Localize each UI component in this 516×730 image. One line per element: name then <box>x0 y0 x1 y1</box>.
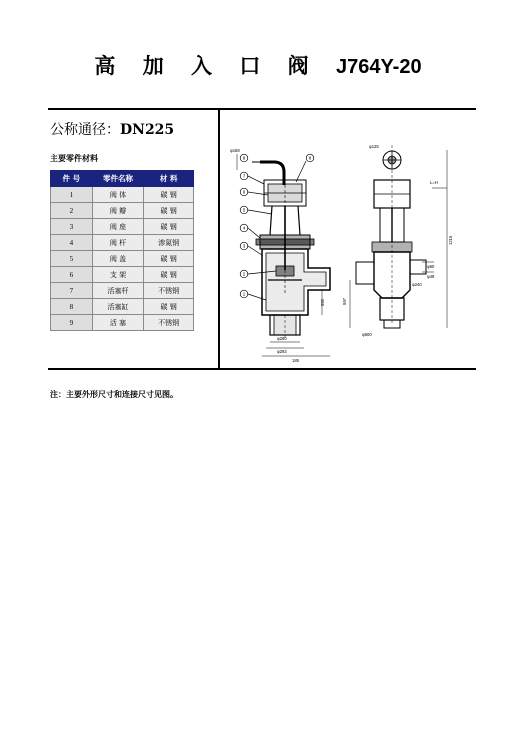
part-name: 支 架 <box>92 267 144 283</box>
part-no: 6 <box>51 267 93 283</box>
part-no: 2 <box>51 203 93 219</box>
dim-phi168: φ168 <box>230 148 240 153</box>
table-row <box>51 267 194 283</box>
callout-7: 7 <box>242 173 246 179</box>
dim-185: 185 <box>292 358 299 363</box>
part-name: 阀 体 <box>92 187 144 203</box>
table-row <box>51 187 194 203</box>
part-no: 7 <box>51 283 93 299</box>
dim-phi48: φ48 <box>427 274 435 279</box>
part-material: 渗氮钢 <box>144 235 194 251</box>
part-material: 碳 钢 <box>144 251 194 267</box>
part-name: 阀 座 <box>92 219 144 235</box>
parts-heading: 主要零件材料 <box>50 154 98 163</box>
header-material: 材 料 <box>144 171 194 187</box>
table-row <box>51 251 194 267</box>
callout-3: 3 <box>242 243 246 249</box>
bottom-rule <box>48 368 476 370</box>
callout-2: 2 <box>242 271 246 277</box>
column-divider <box>218 110 220 368</box>
table-row <box>51 219 194 235</box>
nominal-diameter <box>50 119 174 139</box>
valve-name: 高 加 入 口 阀 <box>94 53 319 78</box>
callout-6: 6 <box>242 189 246 195</box>
table-row <box>51 283 194 299</box>
part-name: 阀 杆 <box>92 235 144 251</box>
header-part-name: 零件名称 <box>92 171 144 187</box>
part-no: 9 <box>51 315 93 331</box>
table-row <box>51 299 194 315</box>
table-header-row <box>51 171 194 187</box>
table-row <box>51 235 194 251</box>
part-material: 不锈钢 <box>144 283 194 299</box>
dim-597: 597 <box>342 298 347 305</box>
valve-technical-drawing <box>222 140 472 365</box>
dim-phi600: φ600 <box>362 332 372 337</box>
footnote: 注：主要外形尺寸和连接尺寸见图。 <box>50 390 178 399</box>
dim-550: 550 <box>320 299 325 306</box>
dim-phi240: φ240 <box>412 282 422 287</box>
part-name: 活塞缸 <box>92 299 144 315</box>
header-part-no: 件 号 <box>51 171 93 187</box>
part-name: 活塞杆 <box>92 283 144 299</box>
callout-4: 4 <box>242 225 246 231</box>
dim-phi60: φ60 <box>427 264 435 269</box>
part-no: 4 <box>51 235 93 251</box>
dim-l-equals-h: L=H <box>430 180 438 185</box>
table-row <box>51 203 194 219</box>
part-name: 阀 瓣 <box>92 203 144 219</box>
callout-5: 5 <box>242 207 246 213</box>
table-row <box>51 315 194 331</box>
part-name: 活 塞 <box>92 315 144 331</box>
page-title <box>0 50 516 80</box>
dim-1216: 1216 <box>448 235 453 245</box>
part-material: 碳 钢 <box>144 299 194 315</box>
part-material: 碳 钢 <box>144 187 194 203</box>
part-material: 碳 钢 <box>144 267 194 283</box>
part-no: 5 <box>51 251 93 267</box>
dim-phi292: φ292 <box>277 349 287 354</box>
part-no: 8 <box>51 299 93 315</box>
part-no: 1 <box>51 187 93 203</box>
valve-model: J764Y-20 <box>335 56 422 78</box>
parts-materials-table <box>50 170 194 331</box>
part-no: 3 <box>51 219 93 235</box>
nominal-diameter-label: 公称通径： <box>50 122 120 138</box>
dim-phi260: φ260 <box>277 336 287 341</box>
part-material: 碳 钢 <box>144 203 194 219</box>
nominal-diameter-value: DN225 <box>120 122 175 138</box>
top-rule <box>48 108 476 110</box>
dim-phi125: φ125 <box>369 144 379 149</box>
part-material: 不锈钢 <box>144 315 194 331</box>
callout-8: 8 <box>308 155 312 161</box>
callout-1: 1 <box>242 291 246 297</box>
part-name: 阀 盖 <box>92 251 144 267</box>
part-material: 碳 钢 <box>144 219 194 235</box>
callout-9: 9 <box>242 155 246 161</box>
